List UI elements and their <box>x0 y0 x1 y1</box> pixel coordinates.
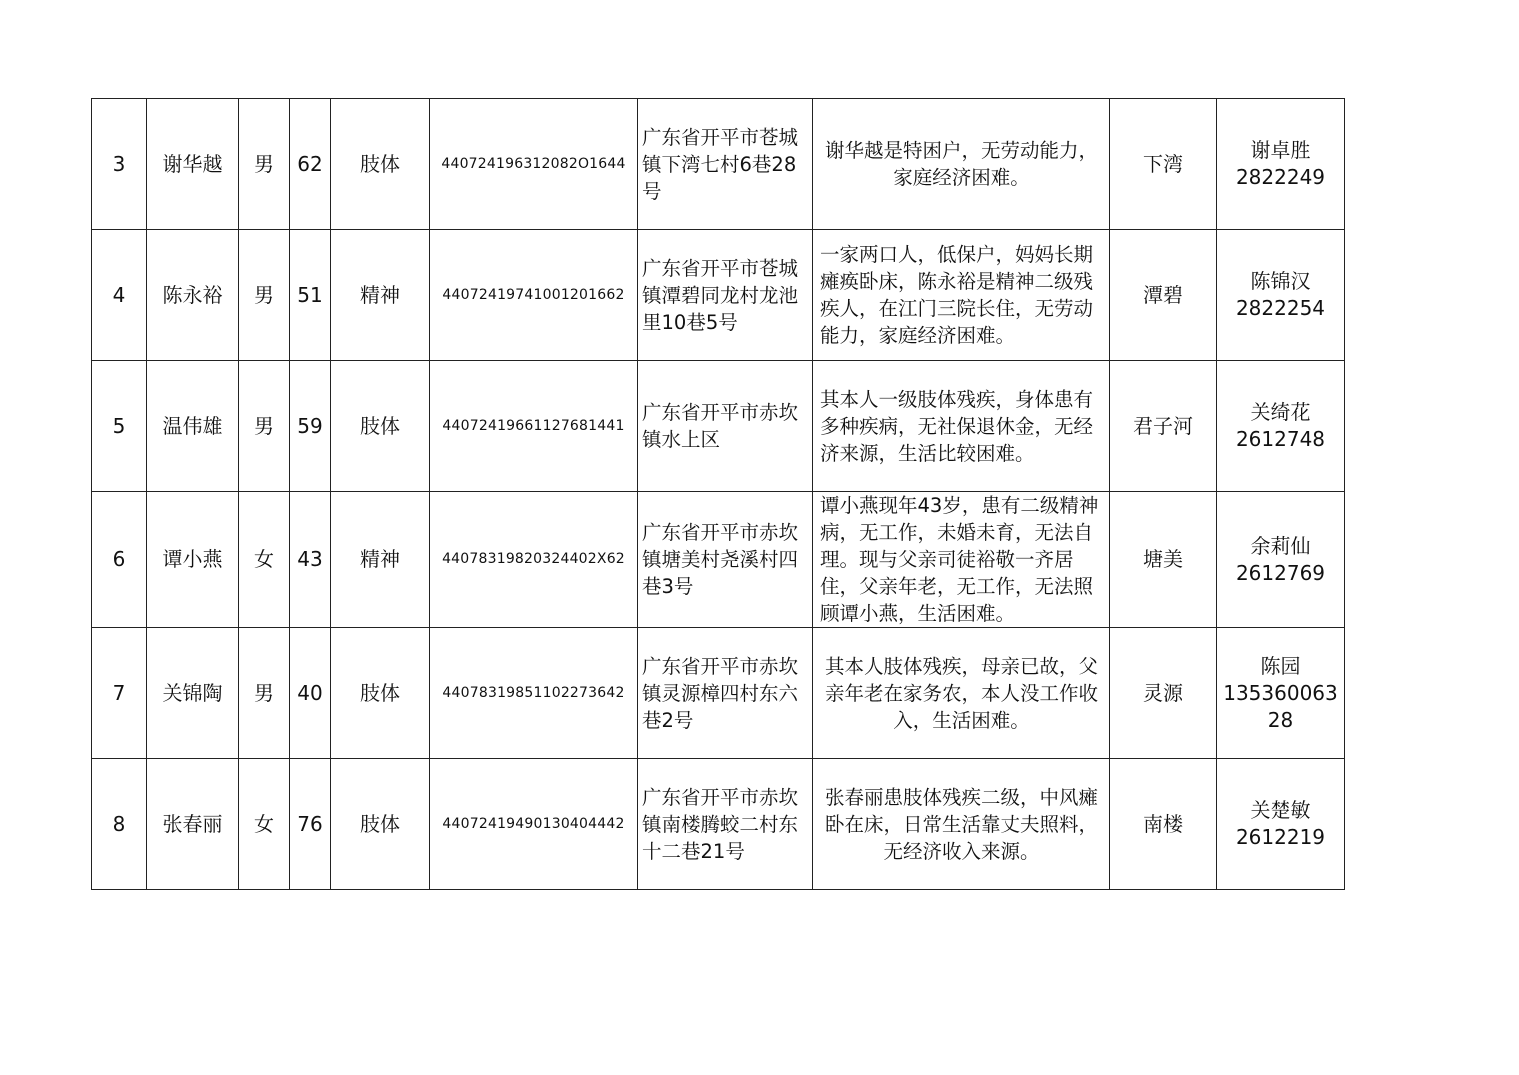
contact-name: 关绮花 <box>1250 400 1311 424</box>
id-number: 44078319820324402X62 <box>430 492 638 628</box>
disability-type: 精神 <box>331 492 430 628</box>
gender: 女 <box>239 492 290 628</box>
contact-name: 关楚敏 <box>1250 798 1311 822</box>
contact <box>1217 99 1345 230</box>
row-number: 8 <box>92 759 147 890</box>
table-row <box>92 99 1345 230</box>
contact-phone: 2612769 <box>1235 560 1326 585</box>
contact-name: 余莉仙 <box>1250 533 1311 558</box>
row-number: 7 <box>92 628 147 759</box>
id-number: 440724196312082O1644 <box>430 99 638 230</box>
hardship-description <box>813 361 1110 492</box>
contact <box>1217 628 1345 759</box>
village: 塘美 <box>1110 492 1217 628</box>
address: 广东省开平市赤坎镇塘美村尧溪村四巷3号 <box>638 492 813 628</box>
hardship-text: 张春丽患肢体残疾二级，中风瘫卧在床，日常生活靠丈夫照料，无经济收入来源。 <box>824 785 1098 863</box>
gender: 男 <box>239 230 290 361</box>
contact-phone: 2822254 <box>1235 296 1326 320</box>
id-number: 44072419741001201662 <box>430 230 638 361</box>
contact <box>1217 759 1345 890</box>
village: 南楼 <box>1110 759 1217 890</box>
person-name: 陈永裕 <box>147 230 239 361</box>
hardship-description <box>813 230 1110 361</box>
row-number: 4 <box>92 230 147 361</box>
age: 43 <box>290 492 331 628</box>
hardship-description <box>813 759 1110 890</box>
address: 广东省开平市赤坎镇灵源樟四村东六巷2号 <box>638 628 813 759</box>
contact <box>1217 230 1345 361</box>
hardship-description <box>813 99 1110 230</box>
age: 59 <box>290 361 331 492</box>
address: 广东省开平市赤坎镇水上区 <box>638 361 813 492</box>
id-number: 44072419490130404442 <box>430 759 638 890</box>
hardship-description <box>813 492 1110 628</box>
table-row <box>92 492 1345 628</box>
age: 62 <box>290 99 331 230</box>
person-name: 张春丽 <box>147 759 239 890</box>
contact <box>1217 492 1345 628</box>
person-name: 谭小燕 <box>147 492 239 628</box>
contact-name: 陈园 <box>1260 653 1301 678</box>
table-row <box>92 628 1345 759</box>
person-name: 温伟雄 <box>147 361 239 492</box>
contact-phone: 2612219 <box>1235 825 1326 849</box>
person-name: 谢华越 <box>147 99 239 230</box>
row-number: 3 <box>92 99 147 230</box>
hardship-text: 谭小燕现年43岁，患有二级精神病，无工作，未婚未育，无法自理。现与父亲司徒裕敬一齐居住，父亲年老，无工作，无法照顾谭小燕，生活困难。 <box>820 494 1099 625</box>
village: 君子河 <box>1110 361 1217 492</box>
hardship-text: 其本人一级肢体残疾，身体患有多种疾病，无社保退休金，无经济来源，生活比较困难。 <box>820 387 1094 465</box>
table-row <box>92 361 1345 492</box>
hardship-text: 谢华越是特困户，无劳动能力，家庭经济困难。 <box>824 139 1098 189</box>
id-number: 44078319851102273642 <box>430 628 638 759</box>
assistance-table <box>91 98 1345 890</box>
contact-name: 谢卓胜 <box>1250 138 1311 162</box>
hardship-text: 其本人肢体残疾，母亲已故，父亲年老在家务农，本人没工作收入，生活困难。 <box>824 654 1098 732</box>
address: 广东省开平市赤坎镇南楼腾蛟二村东十二巷21号 <box>638 759 813 890</box>
hardship-text: 一家两口人，低保户，妈妈长期瘫痪卧床，陈永裕是精神二级残疾人，在江门三院长住，无劳动能力，家庭经济困难。 <box>820 243 1094 347</box>
gender: 男 <box>239 99 290 230</box>
person-name: 关锦陶 <box>147 628 239 759</box>
age: 51 <box>290 230 331 361</box>
gender: 男 <box>239 628 290 759</box>
village: 潭碧 <box>1110 230 1217 361</box>
hardship-description <box>813 628 1110 759</box>
table-body <box>92 99 1345 890</box>
disability-type: 肢体 <box>331 361 430 492</box>
table-row <box>92 759 1345 890</box>
village: 下湾 <box>1110 99 1217 230</box>
contact-phone: 2612748 <box>1235 427 1326 451</box>
row-number: 6 <box>92 492 147 628</box>
address: 广东省开平市苍城镇潭碧同龙村龙池里10巷5号 <box>638 230 813 361</box>
disability-type: 精神 <box>331 230 430 361</box>
age: 76 <box>290 759 331 890</box>
row-number: 5 <box>92 361 147 492</box>
contact-name: 陈锦汉 <box>1250 269 1311 293</box>
disability-type: 肢体 <box>331 628 430 759</box>
contact-phone: 13536006328 <box>1223 680 1338 732</box>
gender: 女 <box>239 759 290 890</box>
id-number: 44072419661127681441 <box>430 361 638 492</box>
address: 广东省开平市苍城镇下湾七村6巷28号 <box>638 99 813 230</box>
age: 40 <box>290 628 331 759</box>
contact-phone: 2822249 <box>1235 165 1326 189</box>
village: 灵源 <box>1110 628 1217 759</box>
disability-type: 肢体 <box>331 759 430 890</box>
table-row <box>92 230 1345 361</box>
contact <box>1217 361 1345 492</box>
disability-type: 肢体 <box>331 99 430 230</box>
gender: 男 <box>239 361 290 492</box>
